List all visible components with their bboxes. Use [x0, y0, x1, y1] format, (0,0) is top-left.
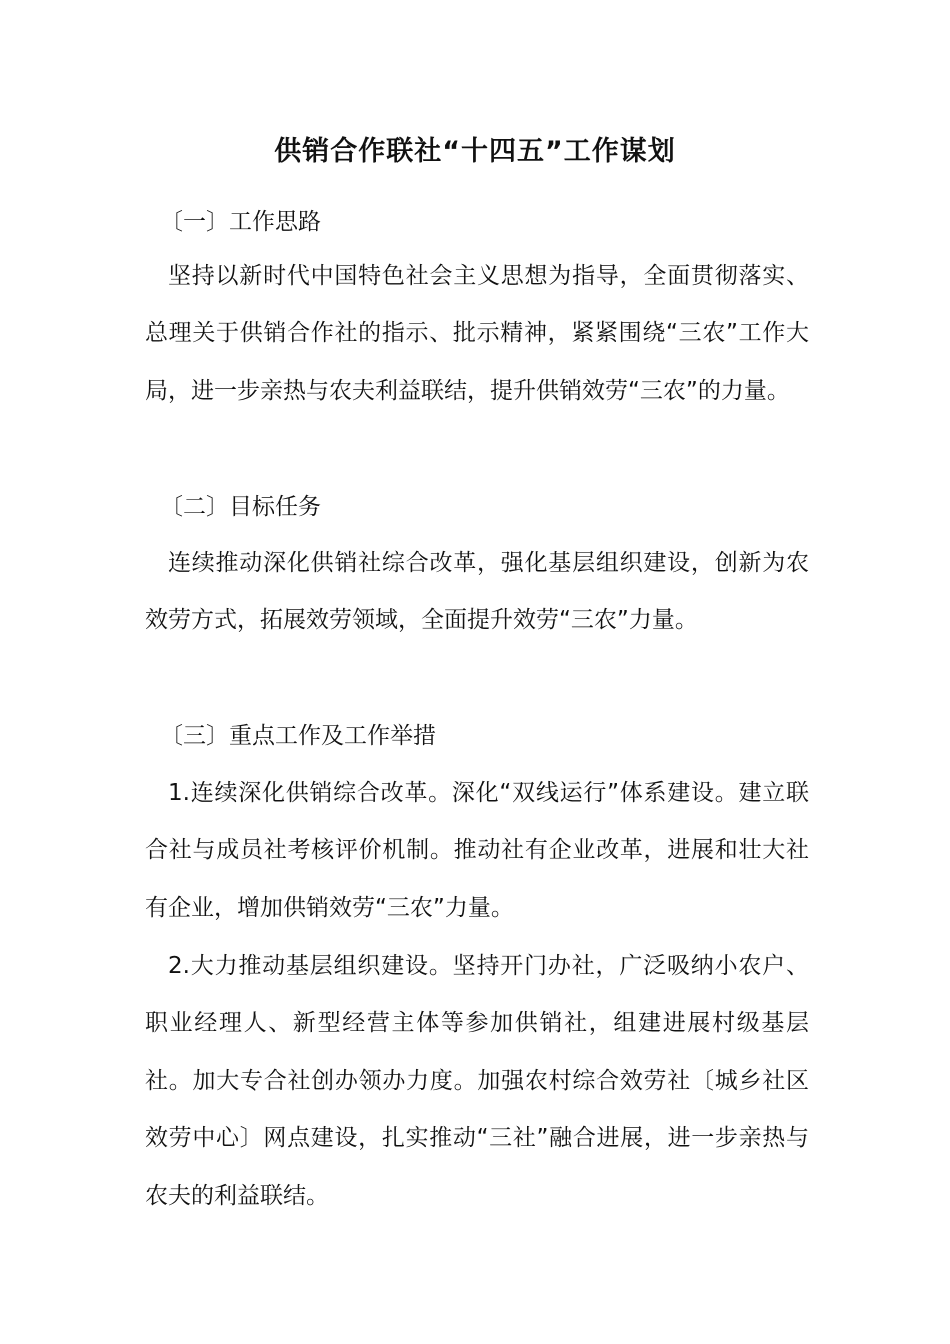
document-title: 供销合作联社“十四五”工作谋划	[274, 136, 676, 167]
section-paragraph-1: 坚持以新时代中国特色社会主义思想为指导，全面贯彻落实、总理关于供销合作社的指示、批示精神，紧紧围绕“三农”工作大局，进一步亲热与农夫利益联结，提升供销效劳“三农”的力量。	[145, 263, 809, 404]
list-item-2: 2.大力推动基层组织建设。坚持开门办社，广泛吸纳小农户、职业经理人、新型经营主体等参加供销社，组建进展村级基层社。加大专合社创办领办力度。加强农村综合效劳社〔城乡社区效劳中心〕网点建设，扎实推动“三社”融合进展，进一步亲热与农夫的利益联结。	[145, 953, 809, 1209]
section-paragraph-2: 连续推动深化供销社综合改革，强化基层组织建设，创新为农效劳方式，拓展效劳领域，全面提升效劳“三农”力量。	[145, 550, 809, 634]
list-item-1: 1.连续深化供销综合改革。深化“双线运行”体系建设。建立联合社与成员社考核评价机制。推动社有企业改革，进展和壮大社有企业，增加供销效劳“三农”力量。	[145, 780, 809, 921]
section-heading-1: 〔一〕工作思路	[160, 209, 321, 235]
section-heading-2: 〔二〕目标任务	[160, 494, 321, 520]
section-heading-3: 〔三〕重点工作及工作举措	[160, 723, 436, 749]
